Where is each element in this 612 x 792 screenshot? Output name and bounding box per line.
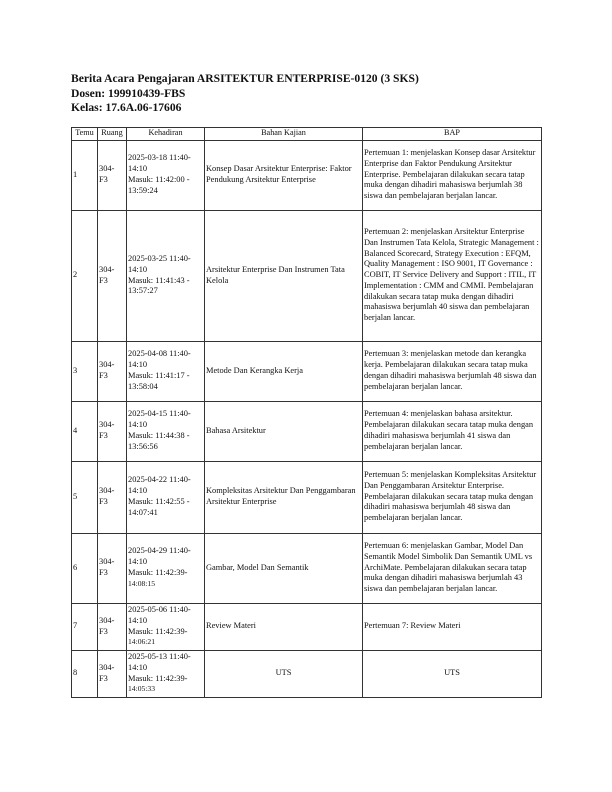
cell-kehadiran [127, 341, 205, 401]
kehadiran-line: Masuk: 11:42:39- [128, 626, 188, 636]
cell-ruang-text: 304- F3 [99, 420, 115, 440]
cell-temu [72, 210, 98, 341]
cell-bahan-kajian [205, 210, 363, 341]
cell-kehadiran [127, 533, 205, 603]
table-row [72, 210, 542, 341]
kehadiran-line: 14:10 [128, 486, 148, 496]
cell-bahan-kajian-text: Metode Dan Kerangka Kerja [206, 365, 303, 375]
cell-ruang [98, 210, 127, 341]
cell-bap [363, 210, 542, 341]
kehadiran-line: 14:10 [128, 360, 148, 370]
cell-bap [363, 140, 542, 210]
column-header-ruang: Ruang [98, 127, 127, 140]
kehadiran-line: 2025-04-08 11:40- [128, 349, 191, 359]
cell-temu-text: 1 [73, 169, 78, 179]
cell-bahan-kajian-text: Review Materi [206, 621, 257, 631]
kehadiran-line: 14:10 [128, 420, 148, 430]
cell-bap-text: Pertemuan 7: Review Materi [364, 621, 461, 631]
cell-kehadiran [127, 461, 205, 533]
cell-ruang [98, 140, 127, 210]
kehadiran-line: Masuk: 11:42:00 - [128, 175, 190, 184]
cell-bap [363, 533, 542, 603]
cell-bap-text: Pertemuan 1: menjelaskan Konsep dasar Arsitektur Enterprise dan Faktor Pendukung Arsitektur Enterprise. Pembelajaran dilakukan secara tatap muka dengan dihadiri mahasiswa berjumlah 38 siswa dan pembelajaran berjalan lancar. [364, 148, 536, 201]
kehadiran-line: Masuk: 11:42:39- [128, 568, 188, 577]
table-row [72, 401, 542, 461]
column-header-bahan-kajian: Bahan Kajian [205, 127, 363, 140]
kehadiran-line: 2025-04-22 11:40- [128, 475, 191, 485]
class-id: Kelas: 17.6A.06-17606 [71, 101, 182, 114]
cell-ruang [98, 650, 127, 697]
kehadiran-line: 14:06:21 [128, 637, 156, 647]
cell-bahan-kajian-text: UTS [275, 668, 292, 678]
cell-ruang-text: 304- F3 [99, 360, 115, 380]
table-row [72, 603, 542, 650]
kehadiran-line: Masuk: 11:41:43 - [128, 275, 190, 285]
kehadiran-line: 14:07:41 [128, 507, 158, 517]
cell-kehadiran [127, 603, 205, 650]
kehadiran-line: Masuk: 11:42:55 - [128, 497, 190, 506]
document-header [71, 72, 541, 116]
cell-kehadiran [127, 210, 205, 341]
cell-bap [363, 341, 542, 401]
kehadiran-line: 2025-05-13 11:40- [128, 651, 191, 661]
kehadiran-line: 13:59:24 [128, 185, 158, 195]
cell-ruang [98, 533, 127, 603]
kehadiran-line: 14:10 [128, 164, 148, 174]
kehadiran-line: 2025-04-15 11:40- [128, 409, 191, 419]
cell-temu-text: 7 [73, 621, 78, 631]
cell-temu [72, 401, 98, 461]
cell-bahan-kajian-text: Konsep Dasar Arsitektur Enterprise: Faktor Pendukung Arsitektur Enterprise [206, 164, 352, 184]
kehadiran-line: Masuk: 11:42:39- [128, 673, 188, 683]
cell-bap [363, 461, 542, 533]
kehadiran-line: Masuk: 11:44:38 - [128, 431, 190, 440]
cell-temu [72, 341, 98, 401]
teaching-log-table [71, 127, 542, 698]
kehadiran-line: 14:05:33 [128, 684, 156, 694]
kehadiran-line: 2025-03-18 11:40- [128, 153, 191, 163]
cell-bap-text: Pertemuan 3: menjelaskan metode dan kerangka kerja. Pembelajaran dilakukan secara tatap muka dengan dihadiri mahasiswa berjumlah 48 siswa dan pembelajaran berjalan lancar. [364, 349, 537, 391]
cell-kehadiran [127, 401, 205, 461]
cell-bahan-kajian [205, 603, 363, 650]
cell-ruang-text: 304- F3 [99, 264, 115, 285]
table-row [72, 461, 542, 533]
kehadiran-line: 13:56:56 [128, 441, 158, 451]
course-title: Berita Acara Pengajaran ARSITEKTUR ENTERPRISE-0120 (3 SKS) [71, 72, 419, 85]
cell-temu-text: 6 [73, 562, 78, 572]
cell-temu-text: 5 [73, 491, 78, 501]
cell-ruang-text: 304- F3 [99, 164, 115, 184]
table-row [72, 650, 542, 697]
cell-ruang [98, 341, 127, 401]
kehadiran-line: 13:58:04 [128, 381, 158, 391]
cell-bahan-kajian [205, 461, 363, 533]
cell-temu [72, 461, 98, 533]
column-header-kehadiran: Kehadiran [127, 127, 205, 140]
cell-bahan-kajian-text: Gambar, Model Dan Semantik [206, 562, 309, 572]
kehadiran-line: 14:10 [128, 264, 148, 274]
cell-temu-text: 3 [73, 365, 78, 375]
cell-ruang-text: 304- F3 [99, 615, 115, 636]
kehadiran-line: 2025-05-06 11:40- [128, 604, 191, 614]
kehadiran-line: Masuk: 11:41:17 - [128, 371, 190, 380]
table-header-row [72, 127, 542, 140]
kehadiran-line: 14:10 [128, 615, 148, 625]
kehadiran-line: 2025-03-25 11:40- [128, 253, 191, 263]
cell-bap-text: Pertemuan 5: menjelaskan Kompleksitas Arsitektur Dan Penggambaran Arsitektur Enterprise. Pembelajaran dilakukan secara tatap muka dengan dihadiri mahasiswa berjumlah 48 siswa dan pembelajaran berjalan lancar. [364, 470, 537, 523]
column-header-bap: BAP [363, 127, 542, 140]
cell-bahan-kajian [205, 341, 363, 401]
cell-ruang [98, 401, 127, 461]
cell-bahan-kajian [205, 533, 363, 603]
cell-bap-text: UTS [444, 668, 460, 678]
cell-temu [72, 533, 98, 603]
kehadiran-line: 2025-04-29 11:40- [128, 546, 191, 556]
cell-bap-text: Pertemuan 6: menjelaskan Gambar, Model Dan Semantik Model Simbolik Dan Semantik UML vs ArchiMate. Pembelajaran dilakukan secara tatap muka dengan dihadiri mahasiswa berjumlah 43 siswa dan pembelajaran berjalan lancar. [364, 541, 533, 594]
cell-temu [72, 140, 98, 210]
cell-temu [72, 603, 98, 650]
document-page [71, 72, 541, 698]
column-header-temu: Temu [72, 127, 98, 140]
cell-bahan-kajian-text: Kompleksitas Arsitektur Dan Penggambaran Arsitektur Enterprise [206, 486, 356, 506]
cell-bahan-kajian-text: Bahasa Arsitektur [206, 425, 266, 435]
cell-ruang-text: 304- F3 [99, 557, 115, 577]
cell-temu-text: 2 [73, 270, 78, 280]
cell-temu [72, 650, 98, 697]
cell-bap [363, 603, 542, 650]
cell-kehadiran [127, 650, 205, 697]
cell-temu-text: 4 [73, 425, 78, 435]
cell-kehadiran [127, 140, 205, 210]
lecturer-id: Dosen: 199910439-FBS [71, 86, 186, 100]
kehadiran-line: 14:10 [128, 557, 148, 567]
kehadiran-line: 14:10 [128, 662, 148, 672]
cell-ruang-text: 304- F3 [99, 486, 115, 506]
cell-bap-text: Pertemuan 4: menjelaskan bahasa arsitektur. Pembelajaran dilakukan secara tatap muka dengan dihadiri mahasiswa berjumlah 41 siswa dan pembelajaran berjalan lancar. [364, 409, 534, 451]
kehadiran-line: 13:57:27 [128, 286, 158, 296]
cell-ruang-text: 304- F3 [99, 662, 115, 683]
cell-bahan-kajian [205, 650, 363, 697]
table-row [72, 533, 542, 603]
table-row [72, 341, 542, 401]
cell-ruang [98, 603, 127, 650]
table-row [72, 140, 542, 210]
cell-bap [363, 650, 542, 697]
cell-bap [363, 401, 542, 461]
cell-bap-text: Pertemuan 2: menjelaskan Arsitektur Enterprise Dan Instrumen Tata Kelola, Strategic Management : Balanced Scorecard, Strategy Execution : EFQM, Quality Management : ISO 9001, IT Governance : COBIT, IT Service Delivery and Support : ITIL, IT Implementation : CMM and CMMI. Pembelajaran dilakukan secara tatap muka dengan dihadiri mahasiswa berjumlah 40 siswa dan pembelajaran berjalan lancar. [364, 226, 539, 323]
cell-bahan-kajian [205, 401, 363, 461]
cell-temu-text: 8 [73, 668, 78, 678]
cell-bahan-kajian [205, 140, 363, 210]
kehadiran-line: 14:08:15 [128, 578, 156, 588]
cell-ruang [98, 461, 127, 533]
table-body [72, 140, 542, 697]
cell-bahan-kajian-text: Arsitektur Enterprise Dan Instrumen Tata Kelola [206, 264, 345, 285]
